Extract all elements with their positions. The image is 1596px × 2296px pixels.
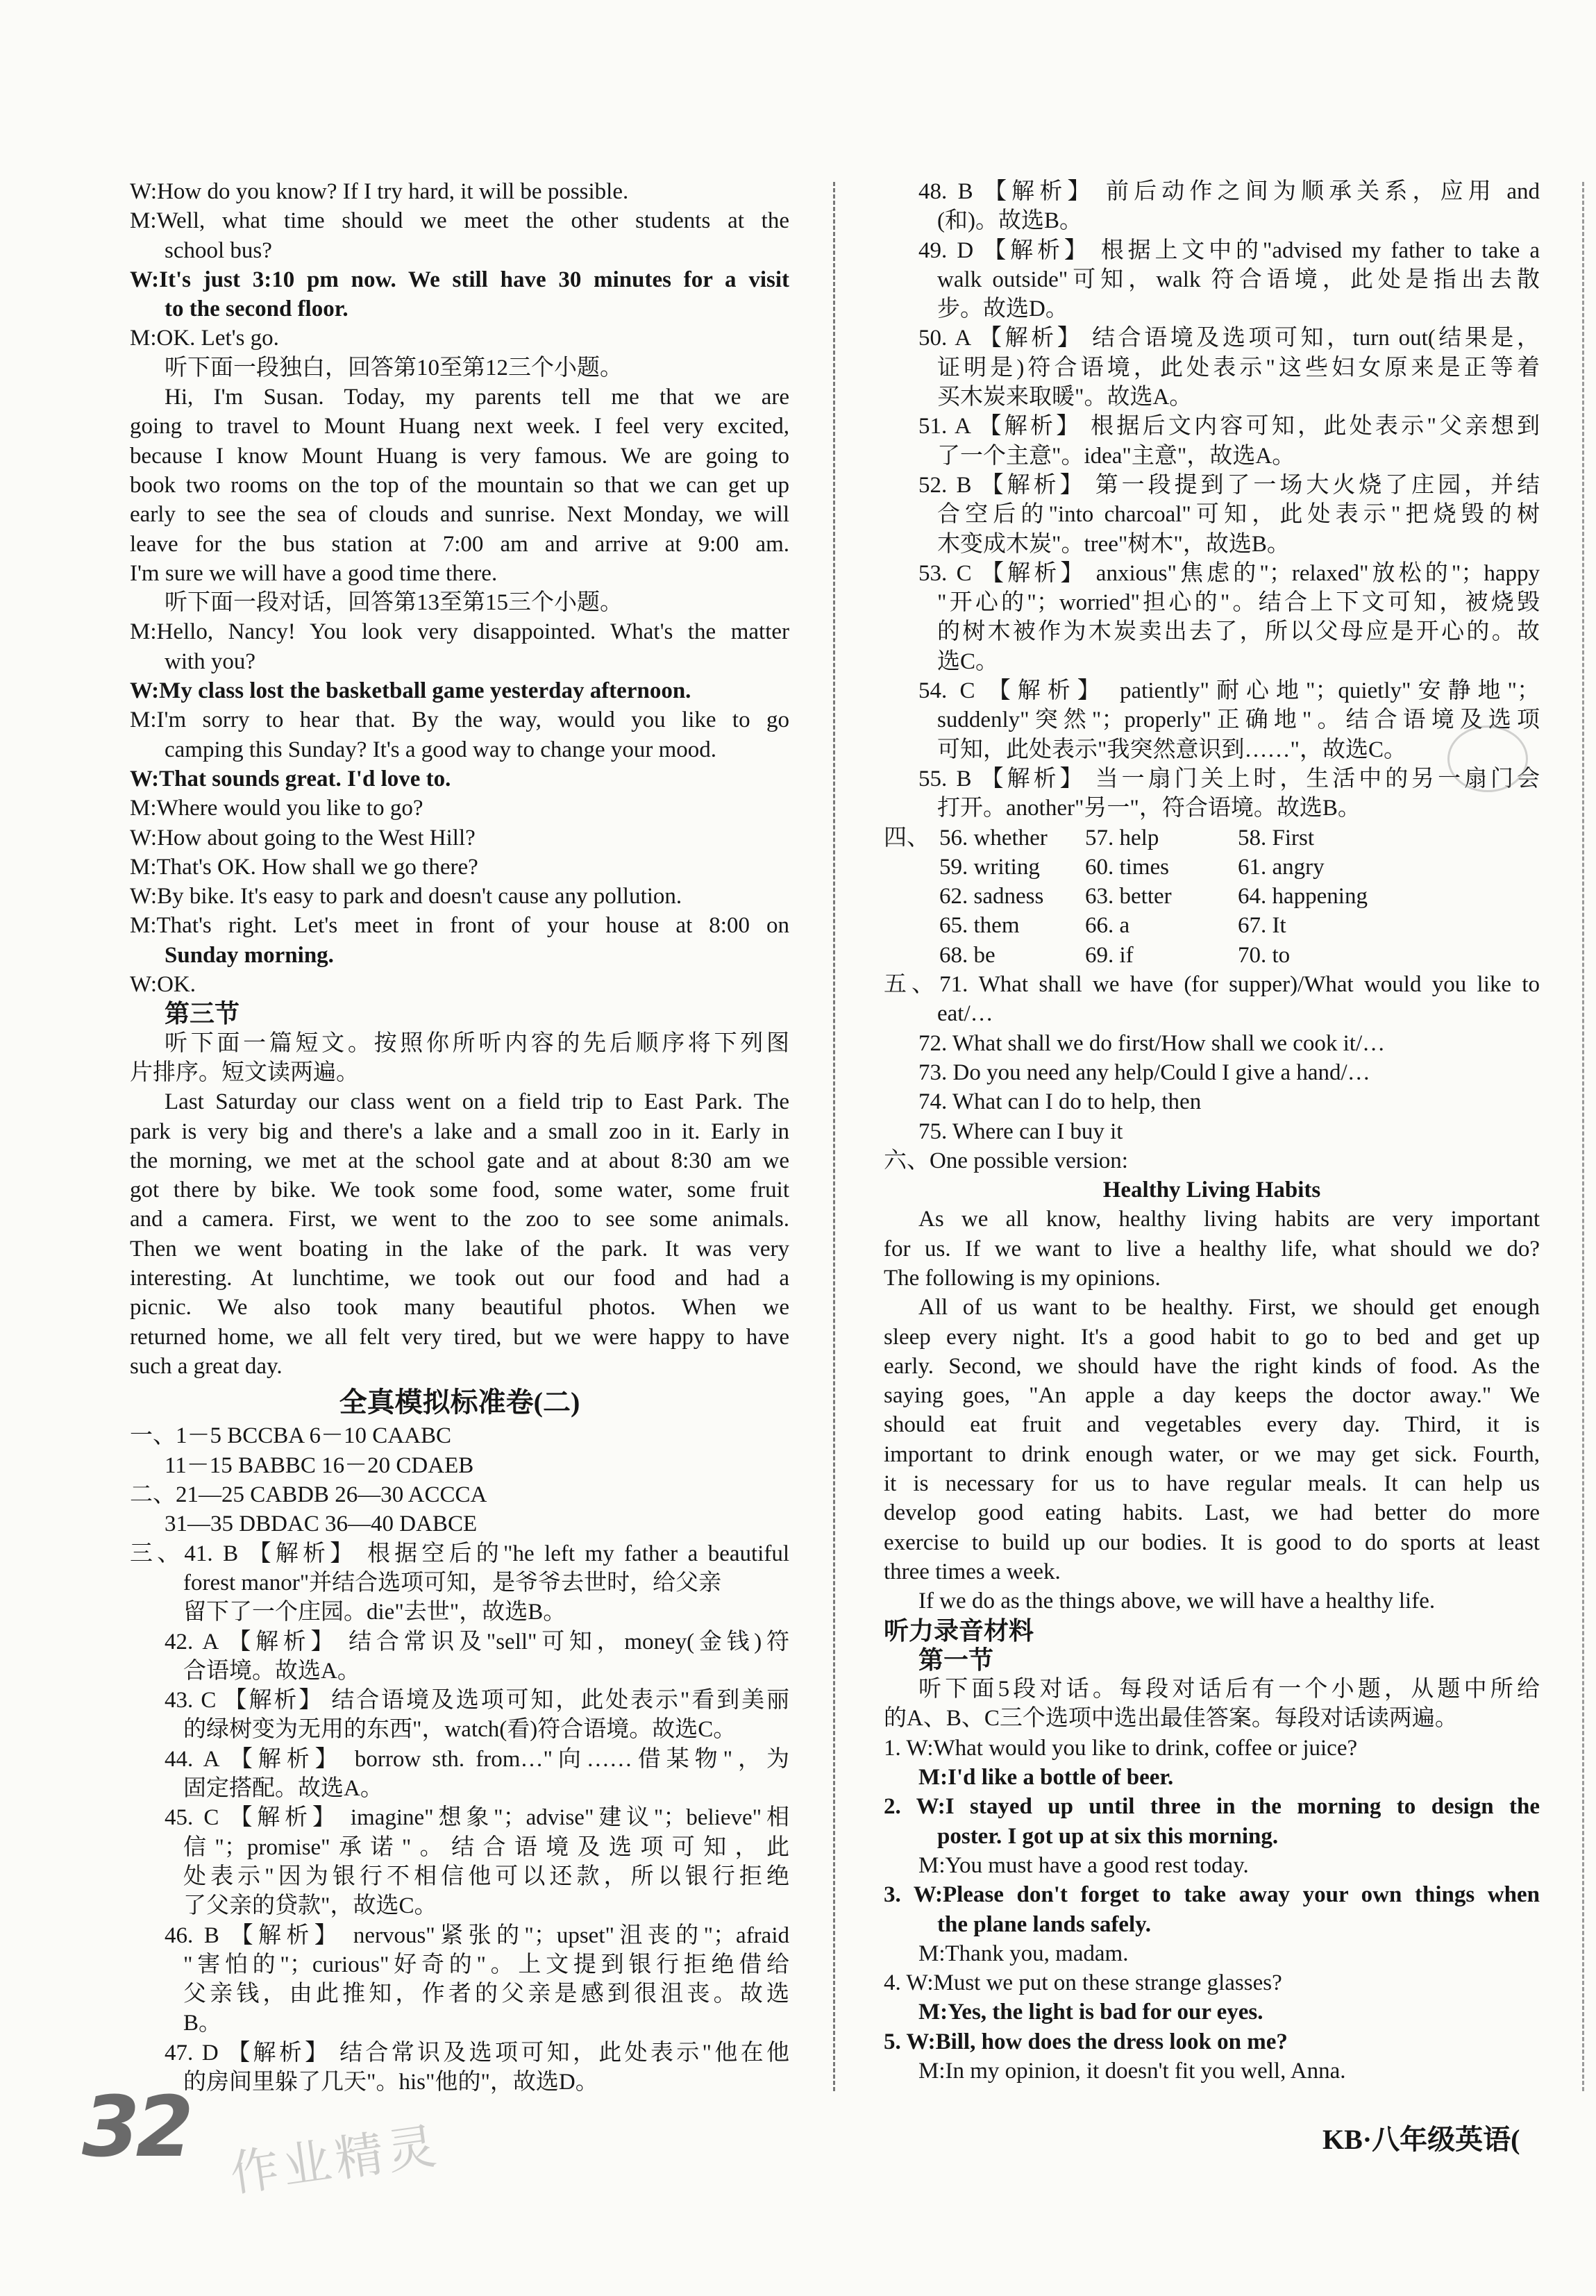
right-edge-divider bbox=[1582, 182, 1584, 2091]
text-line: Hi, I'm Susan. Today, my parents tell me that we are bbox=[165, 385, 789, 410]
text-line: develop good eating habits. Last, we had better do more bbox=[884, 1500, 1540, 1526]
text-line: 47. D 【解析】 结合常识及选项可知，此处表示"他在他 bbox=[165, 2040, 789, 2065]
text-line: 五、71. What shall we have (for supper)/What would you like to bbox=[884, 972, 1540, 998]
text-line: school bus? bbox=[165, 237, 272, 263]
answer-cell: 59. writing bbox=[939, 854, 1040, 880]
text-line: M:I'm sorry to hear that. By the way, would you like to go bbox=[130, 707, 789, 733]
text-line: 父亲钱，由此推知，作者的父亲是感到很沮丧。故选 bbox=[183, 1981, 789, 2007]
text-line: M:That's right. Let's meet in front of your house at 8:00 on bbox=[130, 913, 789, 939]
text-line: 50. A 【解析】 结合语境及选项可知，turn out(结果是， bbox=[918, 326, 1540, 351]
text-line: important to drink enough water, or we may get sick. Fourth, bbox=[884, 1441, 1540, 1467]
text-line: 固定搭配。故选A。 bbox=[183, 1776, 383, 1802]
text-line: 听下面一段独白，回答第10至第12三个小题。 bbox=[165, 355, 623, 380]
answer-row bbox=[884, 941, 1540, 970]
text-line: M:OK. Let's go. bbox=[130, 326, 279, 351]
text-line: for us. If we want to live a healthy life, what should we do? bbox=[884, 1236, 1540, 1262]
text-line: 51. A 【解析】 根据后文内容可知，此处表示"父亲想到 bbox=[918, 414, 1540, 439]
text-line: 证明是)符合语境，此处表示"这些妇女原来是正等着 bbox=[937, 355, 1540, 380]
text-line: saying goes, "An apple a day keeps the doctor away." We bbox=[884, 1383, 1540, 1409]
text-line: three times a week. bbox=[884, 1559, 1061, 1584]
answer-cell: 68. be bbox=[939, 942, 996, 968]
text-line: M:You must have a good rest today. bbox=[918, 1852, 1249, 1878]
text-line: 三、41. B 【解析】 根据空后的"he left my father a beautiful bbox=[130, 1541, 789, 1566]
faint-stamp bbox=[1447, 726, 1528, 792]
text-line: 听下面一段对话，回答第13至第15三个小题。 bbox=[165, 590, 623, 616]
text-line: 49. D 【解析】 根据上文中的"advised my father to take a bbox=[918, 237, 1540, 263]
text-line: Then we went boating in the lake of the park. It was very bbox=[130, 1236, 789, 1262]
answer-cell: 66. a bbox=[1085, 913, 1130, 939]
text-line: the morning, we met at the school gate and at about 8:30 am we bbox=[130, 1148, 789, 1173]
text-line: 5. W:Bill, how does the dress look on me? bbox=[884, 2029, 1288, 2054]
text-line: If we do as the things above, we will have a healthy life. bbox=[918, 1589, 1436, 1614]
answer-row bbox=[884, 882, 1540, 911]
text-line: All of us want to be healthy. First, we should get enough bbox=[918, 1295, 1540, 1321]
text-line: 11－15 BABBC 16－20 CDAEB bbox=[165, 1452, 474, 1478]
footer-label: KB·八年级英语( bbox=[1322, 2124, 1520, 2155]
text-line: 了一个主意"。idea"主意"，故选A。 bbox=[937, 443, 1295, 469]
text-line: 片排序。短文读两遍。 bbox=[130, 1059, 359, 1085]
text-line: 第三节 bbox=[165, 1000, 240, 1028]
text-line: 第一节 bbox=[918, 1645, 994, 1674]
column-divider bbox=[833, 182, 835, 2091]
text-line: 合语境。故选A。 bbox=[183, 1658, 360, 1684]
answer-cell: 57. help bbox=[1085, 825, 1159, 850]
text-line: forest manor"并结合选项可知，是爷爷去世时，给父亲 bbox=[183, 1570, 722, 1595]
text-line: to the second floor. bbox=[165, 296, 348, 322]
text-line: 54. C 【解析】 patiently"耐心地"；quietly"安静地"； bbox=[918, 678, 1540, 704]
text-line: early to see the sea of clouds and sunrise. Next Monday, we will bbox=[130, 502, 789, 528]
text-line: Healthy Living Habits bbox=[1102, 1178, 1321, 1203]
text-line: 73. Do you need any help/Could I give a hand/… bbox=[918, 1059, 1370, 1085]
text-line: suddenly"突然"；properly"正确地"。结合语境及选项 bbox=[937, 707, 1540, 733]
text-line: 选C。 bbox=[937, 648, 999, 674]
text-line: interesting. At lunchtime, we took out our food and had a bbox=[130, 1265, 789, 1291]
text-line: M:Thank you, madam. bbox=[918, 1941, 1129, 1966]
text-line: got there by bike. We took some food, some water, some fruit bbox=[130, 1178, 789, 1203]
text-line: exercise to build up our bodies. It is good to do sports at least bbox=[884, 1530, 1540, 1555]
text-line: 留下了一个庄园。die"去世"，故选B。 bbox=[183, 1600, 566, 1625]
answer-cell: 65. them bbox=[939, 913, 1020, 939]
text-line: M:Yes, the light is bad for our eyes. bbox=[918, 2000, 1263, 2025]
text-line: returned home, we all felt very tired, but we were happy to have bbox=[130, 1324, 789, 1350]
text-line: M:In my opinion, it doesn't fit you well, Anna. bbox=[918, 2059, 1346, 2084]
text-line: 可知，此处表示"我突然意识到……"，故选C。 bbox=[937, 737, 1406, 762]
answer-cell: 58. First bbox=[1238, 825, 1315, 850]
text-line: 听下面一篇短文。按照你所听内容的先后顺序将下列图 bbox=[165, 1030, 789, 1056]
text-line: 4. W:Must we put on these strange glasses? bbox=[884, 1970, 1282, 1996]
text-line: 55. B 【解析】 当一扇门关上时，生活中的另一扇门会 bbox=[918, 766, 1540, 791]
section-marker bbox=[884, 911, 939, 940]
text-line: the plane lands safely. bbox=[937, 1911, 1152, 1937]
section-marker bbox=[884, 941, 939, 970]
text-line: 43. C 【解析】 结合语境及选项可知，此处表示"看到美丽 bbox=[165, 1688, 789, 1713]
text-line: such a great day. bbox=[130, 1353, 283, 1379]
text-line: W:By bike. It's easy to park and doesn't cause any pollution. bbox=[130, 884, 682, 910]
text-line: 全真模拟标准卷(二) bbox=[339, 1386, 580, 1418]
text-line: W:That sounds great. I'd love to. bbox=[130, 766, 451, 791]
text-line: 一、1－5 BCCBA 6－10 CAABC bbox=[130, 1423, 451, 1449]
text-line: 买木炭来取暖"。故选A。 bbox=[937, 385, 1193, 410]
text-line: book two rooms on the top of the mountain so that we can get up bbox=[130, 472, 789, 498]
text-line: 48. B 【解析】 前后动作之间为顺承关系，应用 and bbox=[918, 179, 1540, 204]
text-line: 52. B 【解析】 第一段提到了一场大火烧了庄园，并结 bbox=[918, 472, 1540, 498]
text-line: M:I'd like a bottle of beer. bbox=[918, 1765, 1174, 1791]
answer-cell: 60. times bbox=[1085, 854, 1169, 880]
text-line: W:How about going to the West Hill? bbox=[130, 825, 476, 850]
text-line: The following is my opinions. bbox=[884, 1265, 1161, 1291]
text-line: 42. A 【解析】 结合常识及"sell"可知，money(金钱)符 bbox=[165, 1629, 789, 1654]
section-marker bbox=[884, 853, 939, 882]
text-line: 53. C 【解析】 anxious"焦虑的"；relaxed"放松的"；happy bbox=[918, 560, 1540, 586]
text-line: 的A、B、C三个选项中选出最佳答案。每段对话读两遍。 bbox=[884, 1706, 1458, 1732]
answer-cell: 62. sadness bbox=[939, 884, 1044, 910]
left-column bbox=[130, 177, 789, 2097]
text-line: 44. A 【解析】 borrow sth. from…"向……借某物"，为 bbox=[165, 1746, 789, 1772]
text-line: park is very big and there's a lake and a small zoo in it. Early in bbox=[130, 1118, 789, 1144]
text-line: "害怕的"；curious"好奇的"。上文提到银行拒绝借给 bbox=[183, 1952, 789, 1977]
answer-row bbox=[884, 853, 1540, 882]
text-line: 步。故选D。 bbox=[937, 296, 1068, 322]
text-line: 处表示"因为银行不相信他可以还款，所以银行拒绝 bbox=[183, 1863, 789, 1889]
text-line: camping this Sunday? It's a good way to change your mood. bbox=[165, 737, 717, 762]
text-line: 打开。another"另一"，符合语境。故选B。 bbox=[937, 796, 1361, 821]
answer-cell: 61. angry bbox=[1238, 854, 1325, 880]
text-line: and a camera. First, we went to the zoo to see some animals. bbox=[130, 1207, 789, 1232]
text-line: 听力录音材料 bbox=[884, 1616, 1034, 1645]
text-line: Sunday morning. bbox=[165, 942, 334, 968]
answer-cell: 63. better bbox=[1085, 884, 1172, 910]
text-line: 31—35 DBDAC 36—40 DABCE bbox=[165, 1511, 478, 1537]
text-line: I'm sure we will have a good time there. bbox=[130, 560, 498, 586]
text-line: 的绿树变为无用的东西"，watch(看)符合语境。故选C。 bbox=[183, 1717, 737, 1743]
text-line: B。 bbox=[183, 2011, 222, 2036]
answer-row bbox=[884, 823, 1540, 853]
text-line: W:It's just 3:10 pm now. We still have 30 minutes for a visit bbox=[130, 267, 789, 292]
watermark: 作业精灵 bbox=[226, 2117, 444, 2203]
text-line: 45. C 【解析】 imagine"想象"；advise"建议"；believe"相 bbox=[165, 1805, 789, 1831]
text-line: W:How do you know? If I try hard, it will be possible. bbox=[130, 179, 629, 204]
section-marker bbox=[884, 882, 939, 911]
text-line: W:OK. bbox=[130, 972, 196, 998]
text-line: picnic. We also took many beautiful photos. When we bbox=[130, 1295, 789, 1321]
text-line: eat/… bbox=[937, 1001, 993, 1027]
text-line: sleep every night. It's a good habit to go to bed and get up bbox=[884, 1324, 1540, 1350]
text-line: 75. Where can I buy it bbox=[918, 1118, 1123, 1144]
text-line: 74. What can I do to help, then bbox=[918, 1089, 1202, 1115]
text-line: should eat fruit and vegetables every day. Third, it is bbox=[884, 1412, 1540, 1438]
text-line: going to travel to Mount Huang next week. I feel very excited, bbox=[130, 414, 789, 439]
text-line: 1. W:What would you like to drink, coffee or juice? bbox=[884, 1735, 1358, 1761]
text-line: 听下面5段对话。每段对话后有一个小题，从题中所给 bbox=[918, 1677, 1540, 1702]
text-line: it is necessary for us to have regular meals. It can help us bbox=[884, 1471, 1540, 1497]
text-line: 的房间里躲了几天"。his"他的"，故选D。 bbox=[183, 2070, 598, 2095]
text-line: 木变成木炭"。tree"树木"，故选B。 bbox=[937, 531, 1290, 557]
text-line: poster. I got up at six this morning. bbox=[937, 1823, 1279, 1849]
text-line: 46. B 【解析】 nervous"紧张的"；upset"沮丧的"；afraid bbox=[165, 1922, 789, 1948]
text-line: 合空后的"into charcoal"可知，此处表示"把烧毁的树 bbox=[937, 502, 1540, 528]
text-line: W:My class lost the basketball game yesterday afternoon. bbox=[130, 678, 691, 704]
text-line: with you? bbox=[165, 648, 256, 674]
text-line: 了父亲的贷款"，故选C。 bbox=[183, 1893, 437, 1919]
text-line: M:Hello, Nancy! You look very disappointed. What's the matter bbox=[130, 619, 789, 645]
text-line: 3. W:Please don't forget to take away your own things when bbox=[884, 1882, 1540, 1908]
answer-cell: 67. It bbox=[1238, 913, 1286, 939]
text-line: 的树木被作为木炭卖出去了，所以父母应是开心的。故 bbox=[937, 619, 1540, 645]
answer-cell: 64. happening bbox=[1238, 884, 1368, 910]
text-line: early. Second, we should have the right kinds of food. As the bbox=[884, 1353, 1540, 1379]
text-line: "开心的"；worried"担心的"。结合上下文可知，被烧毁 bbox=[937, 590, 1540, 616]
text-line: M:Where would you like to go? bbox=[130, 796, 423, 821]
text-line: 二、21—25 CABDB 26—30 ACCCA bbox=[130, 1482, 487, 1508]
page-number: 32 bbox=[82, 2079, 190, 2176]
text-line: Last Saturday our class went on a field trip to East Park. The bbox=[165, 1089, 789, 1115]
text-line: 2. W:I stayed up until three in the morning to design the bbox=[884, 1794, 1540, 1820]
text-line: M:That's OK. How shall we go there? bbox=[130, 854, 478, 880]
answer-cell: 69. if bbox=[1085, 942, 1134, 968]
text-line: (和)。故选B。 bbox=[937, 208, 1082, 234]
text-line: 信"；promise"承诺"。结合语境及选项可知，此 bbox=[183, 1834, 789, 1860]
section-marker: 四、 bbox=[884, 825, 930, 850]
text-line: As we all know, healthy living habits are very important bbox=[918, 1207, 1540, 1232]
right-column bbox=[884, 177, 1540, 2086]
answer-row bbox=[884, 911, 1540, 940]
text-line: walk outside"可知，walk 符合语境，此处是指出去散 bbox=[937, 267, 1540, 292]
text-line: leave for the bus station at 7:00 am and arrive at 9:00 am. bbox=[130, 531, 789, 557]
text-line: 72. What shall we do first/How shall we cook it/… bbox=[918, 1030, 1386, 1056]
text-line: because I know Mount Huang is very famous. We are going to bbox=[130, 443, 789, 469]
text-line: M:Well, what time should we meet the other students at the bbox=[130, 208, 789, 234]
answer-cell: 56. whether bbox=[939, 825, 1048, 850]
answer-cell: 70. to bbox=[1238, 942, 1291, 968]
text-line: 六、One possible version: bbox=[884, 1148, 1128, 1173]
